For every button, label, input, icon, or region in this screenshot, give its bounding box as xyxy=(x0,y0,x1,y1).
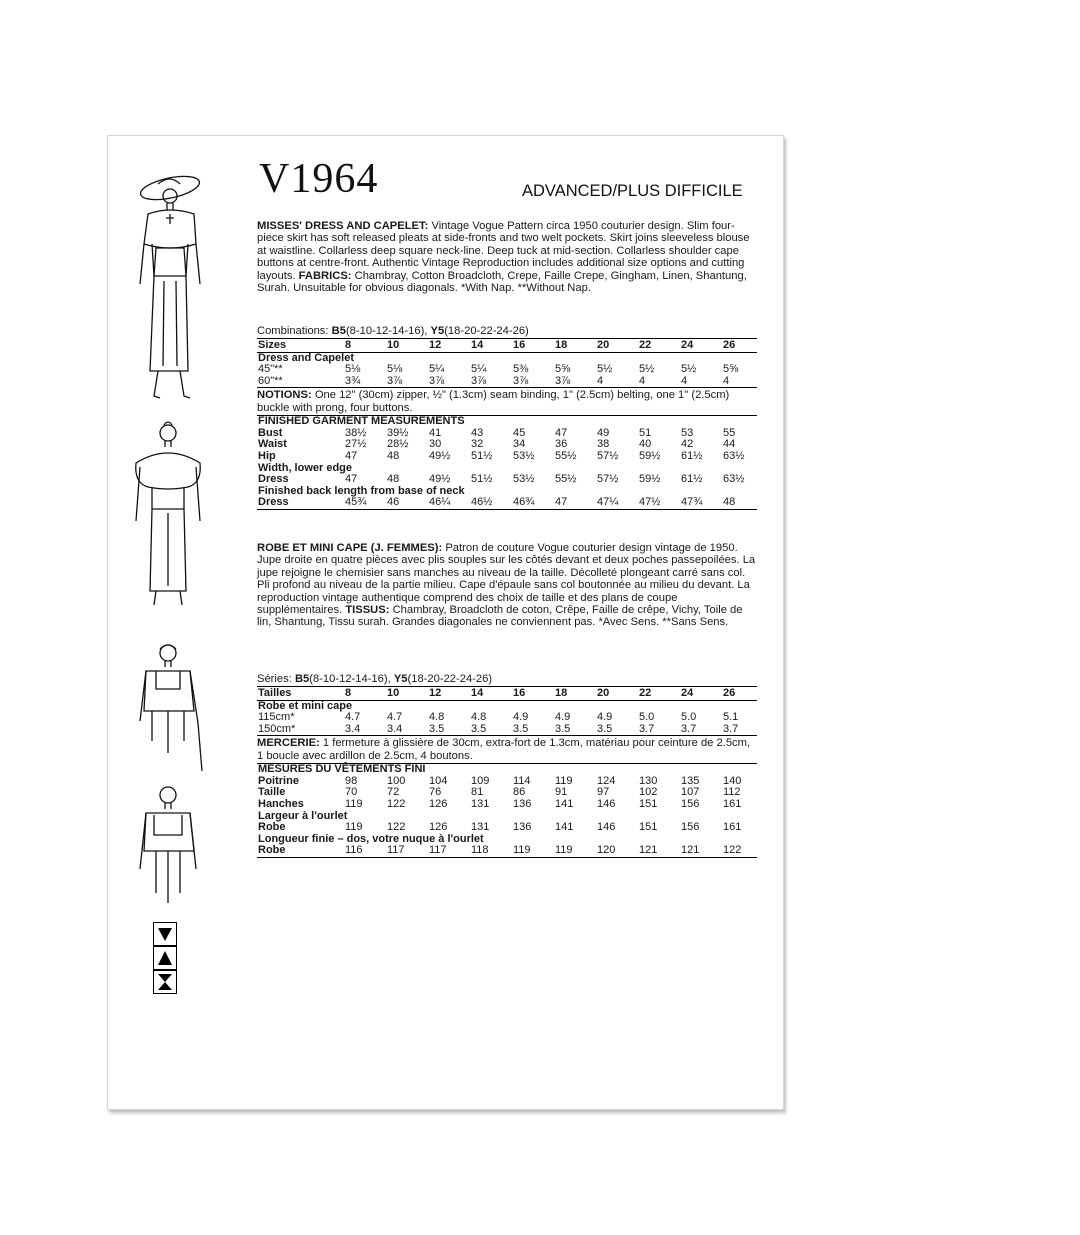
cell: 53 xyxy=(681,426,694,439)
cell: 4 xyxy=(723,374,730,387)
cell: 5.1 xyxy=(723,711,739,724)
yardage-row xyxy=(257,724,757,736)
cell: 121 xyxy=(639,844,658,857)
cell: 107 xyxy=(681,786,700,799)
cell: 4.8 xyxy=(429,711,445,724)
cell: 156 xyxy=(681,797,700,810)
cell: 18 xyxy=(555,687,568,699)
cell: 53½ xyxy=(513,449,535,462)
row-label: Poitrine xyxy=(258,774,299,787)
cell: 44 xyxy=(723,438,736,451)
combo2-code: Y5 xyxy=(430,325,445,337)
cell: 49½ xyxy=(429,449,451,462)
cell: 3.5 xyxy=(513,722,529,735)
cell: 59½ xyxy=(639,473,661,486)
cell: 151 xyxy=(639,821,658,834)
cell: 57½ xyxy=(597,473,619,486)
cell: 10 xyxy=(387,339,400,351)
fr-combo2-code: Y5 xyxy=(393,673,408,685)
cell: 5.0 xyxy=(639,711,655,724)
french-description xyxy=(257,542,757,629)
cell: 47½ xyxy=(639,496,661,509)
row-label: MESURES DU VÊTEMENTS FINI xyxy=(258,763,426,776)
cell: 20 xyxy=(597,339,610,351)
cell: 5⅝ xyxy=(555,363,571,376)
row-label: Width, lower edge xyxy=(258,461,353,474)
skill-level: ADVANCED/PLUS DIFFICILE xyxy=(522,182,743,200)
cell: 3⅞ xyxy=(471,374,487,387)
cell: 98 xyxy=(345,774,358,787)
cell: 124 xyxy=(597,774,616,787)
cell: 12 xyxy=(429,339,442,351)
cell: 3¾ xyxy=(345,374,361,387)
cell: 4.7 xyxy=(345,711,361,724)
cell: 16 xyxy=(513,687,526,699)
cell: 119 xyxy=(513,844,531,857)
cell: 121 xyxy=(681,844,700,857)
text: One 12" (30cm) zipper, ½" (1.3cm) seam binding, 1" (2.5cm) belting, one 1" (2.5cm) buckle with prong, four buttons. xyxy=(257,389,730,414)
cell: 4.8 xyxy=(471,711,487,724)
cell: 81 xyxy=(471,786,484,799)
cell: 51 xyxy=(639,426,652,439)
cell: 114 xyxy=(513,774,531,787)
cell: 161 xyxy=(723,797,742,810)
row-label: Finished back length from base of neck xyxy=(258,484,465,497)
cell: 4.9 xyxy=(597,711,613,724)
cell: 47¼ xyxy=(597,496,619,509)
cell: 4.9 xyxy=(513,711,529,724)
sizes-row xyxy=(257,688,757,700)
cell: 104 xyxy=(429,774,448,787)
english-description-text: Vintage Vogue Pattern circa 1950 couturier design. Slim four-piece skirt has soft released pleats at side-fronts and two welt pockets. Skirt joins sleeveless blouse at waistline. Collarless deep square neck-line. Deep tuck at mid-section. Collarless shoulder cape buttons at centre-front. Authentic Vintage Reproduction includes additional size options and cutting layouts. xyxy=(257,220,750,282)
cell: 4.7 xyxy=(387,711,403,724)
cell: 4.9 xyxy=(555,711,571,724)
cell: 42 xyxy=(681,438,694,451)
cell: 117 xyxy=(387,844,405,857)
cell: 57½ xyxy=(597,449,619,462)
cell: 46¼ xyxy=(429,496,451,509)
cell: 51½ xyxy=(471,473,493,486)
cell: 102 xyxy=(639,786,658,799)
table-divider xyxy=(257,509,757,510)
french-fabrics-text: Chambray, Broadcloth de coton, Crêpe, Faille de crêpe, Vichy, Toile de lin, Shantung, Tissu surah. Grandes diagonales ne conviennent pas. *Avec Sens. **Sans Sens. xyxy=(257,604,743,629)
cell: 3.7 xyxy=(681,722,697,735)
cell: 5⅛ xyxy=(345,363,361,376)
cell: 43 xyxy=(471,426,484,439)
cell: 48 xyxy=(387,473,400,486)
cell: 119 xyxy=(555,844,573,857)
cell: 5¼ xyxy=(429,363,445,376)
row-label: Robe xyxy=(258,821,286,834)
notions xyxy=(257,388,757,415)
blouse-back-illustration xyxy=(134,783,204,908)
cell: 5¼ xyxy=(471,363,487,376)
cell: 112 xyxy=(723,786,741,799)
cell: 8 xyxy=(345,339,352,351)
cell: 3.5 xyxy=(471,722,487,735)
table-divider xyxy=(257,857,757,858)
cell: 161 xyxy=(723,821,742,834)
cell: 146 xyxy=(597,821,616,834)
english-description xyxy=(257,220,757,294)
cell: 141 xyxy=(555,821,574,834)
width-row xyxy=(257,474,757,486)
row-label: FINISHED GARMENT MEASUREMENTS xyxy=(258,415,465,428)
cell: 141 xyxy=(555,797,574,810)
row-label: Hanches xyxy=(258,797,304,810)
cell: 47¾ xyxy=(681,496,703,509)
cell: 100 xyxy=(387,774,406,787)
cell: 5½ xyxy=(639,363,655,376)
length-row xyxy=(257,845,757,857)
row-label: 150cm* xyxy=(258,722,296,735)
yardage-row xyxy=(257,376,757,388)
cell: 3.4 xyxy=(345,722,361,735)
cell: 109 xyxy=(471,774,490,787)
cell: 16 xyxy=(513,339,526,351)
row-label: Largeur à l'ourlet xyxy=(258,809,348,822)
label: NOTIONS: xyxy=(257,389,312,402)
cell: 47 xyxy=(555,496,568,509)
cell: 116 xyxy=(345,844,363,857)
french-description-text: Patron de couture Vogue couturier design vintage de 1950. Jupe droite en quatre pièces avec plis souples sur les côtés devant et deux poches passepoilées. La jupe rejoigne le chemisier sans manches au niveau de la taille. Décolleté plongeant carré sans col. Pli profond au niveau de la partie milieu. Cape d'épaule sans col boutonnée au milieu du devant. La reproduction vintage authentique comprend des choix de taille et des plans de coupe supplémentaires. xyxy=(257,542,756,617)
without-nap-icon xyxy=(153,970,177,994)
cell: 3.5 xyxy=(597,722,613,735)
dress-front-illustration xyxy=(130,166,210,411)
row-label: Longueur finie – dos, votre nuque à l'ourlet xyxy=(258,832,484,845)
row-label: 115cm* xyxy=(258,711,295,724)
cell: 122 xyxy=(387,821,406,834)
cell: 5.0 xyxy=(681,711,697,724)
cell: 72 xyxy=(387,786,400,799)
cell: 10 xyxy=(387,687,400,699)
cell: 5⅝ xyxy=(723,363,739,376)
cell: 5⅛ xyxy=(387,363,403,376)
cell: 4 xyxy=(639,374,646,387)
cell: 46 xyxy=(387,496,400,509)
cell: 61½ xyxy=(681,449,703,462)
french-description-title: ROBE ET MINI CAPE (J. FEMMES): xyxy=(257,542,443,554)
fr-combo1-code: B5 xyxy=(294,673,310,685)
cell: 48 xyxy=(723,496,736,509)
row-label: Taille xyxy=(258,786,286,799)
cell: 47 xyxy=(345,473,358,486)
cell: 30 xyxy=(429,438,442,451)
fr-combo1-sizes: (8-10-12-14-16), xyxy=(309,673,391,685)
row-label: Robe et mini cape xyxy=(258,699,353,712)
blouse-front-illustration xyxy=(134,641,204,776)
french-series xyxy=(257,673,757,685)
cell: 38½ xyxy=(345,426,367,439)
cell: 49 xyxy=(597,426,610,439)
cell: 45¾ xyxy=(345,496,367,509)
length-row xyxy=(257,497,757,509)
cell: 135 xyxy=(681,774,700,787)
pattern-envelope-back xyxy=(107,135,784,1110)
nap-down-icon xyxy=(153,922,177,946)
cell: 46½ xyxy=(471,496,493,509)
combo1-code: B5 xyxy=(331,325,346,337)
cell: 12 xyxy=(429,687,442,699)
cell: 126 xyxy=(429,797,448,810)
cell: 151 xyxy=(639,797,658,810)
measurement-row xyxy=(257,799,757,811)
cell: 28½ xyxy=(387,438,409,451)
row-label: 60"** xyxy=(258,374,283,387)
cell: 55 xyxy=(723,426,736,439)
cell: 22 xyxy=(639,687,652,699)
cell: 20 xyxy=(597,687,610,699)
cell: 76 xyxy=(429,786,442,799)
cell: 22 xyxy=(639,339,652,351)
cell: 117 xyxy=(429,844,447,857)
cell: 136 xyxy=(513,821,532,834)
cell: 18 xyxy=(555,339,568,351)
cell: 70 xyxy=(345,786,358,799)
cell: 47 xyxy=(345,449,358,462)
cell: 61½ xyxy=(681,473,703,486)
cell: 38 xyxy=(597,438,610,451)
row-label: Sizes xyxy=(258,339,287,351)
text: 1 fermeture à glissière de 30cm, extra-fort de 1.3cm, matériau pour ceinture de 2.5cm, 1 boucle avec ardillon de 2.5cm, 4 boutons. xyxy=(257,737,751,762)
cell: 122 xyxy=(387,797,406,810)
cell: 136 xyxy=(513,797,532,810)
nap-up-icon xyxy=(153,946,177,970)
cell: 3⅞ xyxy=(513,374,529,387)
cell: 3.5 xyxy=(429,722,445,735)
cell: 55½ xyxy=(555,473,577,486)
cell: 45 xyxy=(513,426,526,439)
cell: 14 xyxy=(471,339,484,351)
cell: 119 xyxy=(555,774,573,787)
cell: 146 xyxy=(597,797,616,810)
cell: 119 xyxy=(345,797,363,810)
row-label: Dress xyxy=(258,496,289,509)
cell: 46¾ xyxy=(513,496,535,509)
cell: 156 xyxy=(681,821,700,834)
row-label: Bust xyxy=(258,426,283,439)
series-label: Séries: xyxy=(257,673,292,685)
cell: 5⅜ xyxy=(513,363,529,376)
cell: 131 xyxy=(471,797,490,810)
english-fabrics-label: FABRICS: xyxy=(298,269,352,282)
cell: 32 xyxy=(471,438,484,451)
cell: 97 xyxy=(597,786,610,799)
combo1-sizes: (8-10-12-14-16), xyxy=(345,325,428,337)
fr-combo2-sizes: (18-20-22-24-26) xyxy=(407,673,493,685)
cell: 3.7 xyxy=(723,722,739,735)
cell: 126 xyxy=(429,821,448,834)
cell: 3.4 xyxy=(387,722,403,735)
cell: 24 xyxy=(681,687,694,699)
cell: 48 xyxy=(387,449,400,462)
cell: 59½ xyxy=(639,449,661,462)
cell: 34 xyxy=(513,438,526,451)
cell: 49½ xyxy=(429,473,451,486)
cell: 55½ xyxy=(555,449,577,462)
cell: 131 xyxy=(471,821,490,834)
cell: 47 xyxy=(555,426,568,439)
cell: 3⅞ xyxy=(387,374,403,387)
cell: 4 xyxy=(681,374,688,387)
french-fabrics-label: TISSUS: xyxy=(345,604,390,617)
cell: 3.7 xyxy=(639,722,655,735)
cell: 119 xyxy=(345,821,363,834)
cell: 5½ xyxy=(597,363,613,376)
cell: 140 xyxy=(723,774,742,787)
cell: 36 xyxy=(555,438,568,451)
cell: 120 xyxy=(597,844,616,857)
french-yardage-table xyxy=(257,688,757,858)
pattern-number: V1964 xyxy=(259,156,379,202)
english-fabrics-text: Chambray, Cotton Broadcloth, Crepe, Faille Crepe, Gingham, Linen, Shantung, Surah. Unsuitable for obvious diagonals. *With Nap. **Without Nap. xyxy=(257,269,747,295)
row-label: Dress xyxy=(258,473,289,486)
cell: 86 xyxy=(513,786,526,799)
cell: 5½ xyxy=(681,363,697,376)
notions xyxy=(257,736,757,763)
english-yardage-table xyxy=(257,340,757,510)
measurement-row xyxy=(257,451,757,463)
cell: 24 xyxy=(681,339,694,351)
cell: 41 xyxy=(429,426,442,439)
cell: 91 xyxy=(555,786,568,799)
cell: 4 xyxy=(597,374,604,387)
row-label: Hip xyxy=(258,449,276,462)
combo2-sizes: (18-20-22-24-26) xyxy=(444,325,529,337)
cell: 53½ xyxy=(513,473,535,486)
dress-back-illustration xyxy=(128,421,208,611)
cell: 26 xyxy=(723,339,736,351)
row-label: Robe xyxy=(258,844,286,857)
cell: 8 xyxy=(345,687,352,699)
cell: 26 xyxy=(723,687,736,699)
cell: 14 xyxy=(471,687,484,699)
illustration-sidebar xyxy=(108,136,248,1109)
cell: 51½ xyxy=(471,449,493,462)
label: MERCERIE: xyxy=(257,737,320,750)
row-label: 45"** xyxy=(258,363,283,376)
cell: 3⅞ xyxy=(429,374,445,387)
sizes-row xyxy=(257,340,757,352)
width-row xyxy=(257,822,757,834)
row-label: Waist xyxy=(258,438,287,451)
cell: 3⅞ xyxy=(555,374,571,387)
cell: 63½ xyxy=(723,473,745,486)
row-label: Tailles xyxy=(258,687,292,699)
cell: 40 xyxy=(639,438,652,451)
english-description-title: MISSES' DRESS AND CAPELET: xyxy=(257,220,429,232)
combinations-label: Combinations: xyxy=(257,325,329,337)
row-label: Dress and Capelet xyxy=(258,351,354,364)
cell: 39½ xyxy=(387,426,409,439)
cell: 122 xyxy=(723,844,742,857)
cell: 130 xyxy=(639,774,658,787)
cell: 3.5 xyxy=(555,722,571,735)
cell: 27½ xyxy=(345,438,367,451)
cell: 118 xyxy=(471,844,489,857)
cell: 63½ xyxy=(723,449,745,462)
english-combinations xyxy=(257,325,757,337)
